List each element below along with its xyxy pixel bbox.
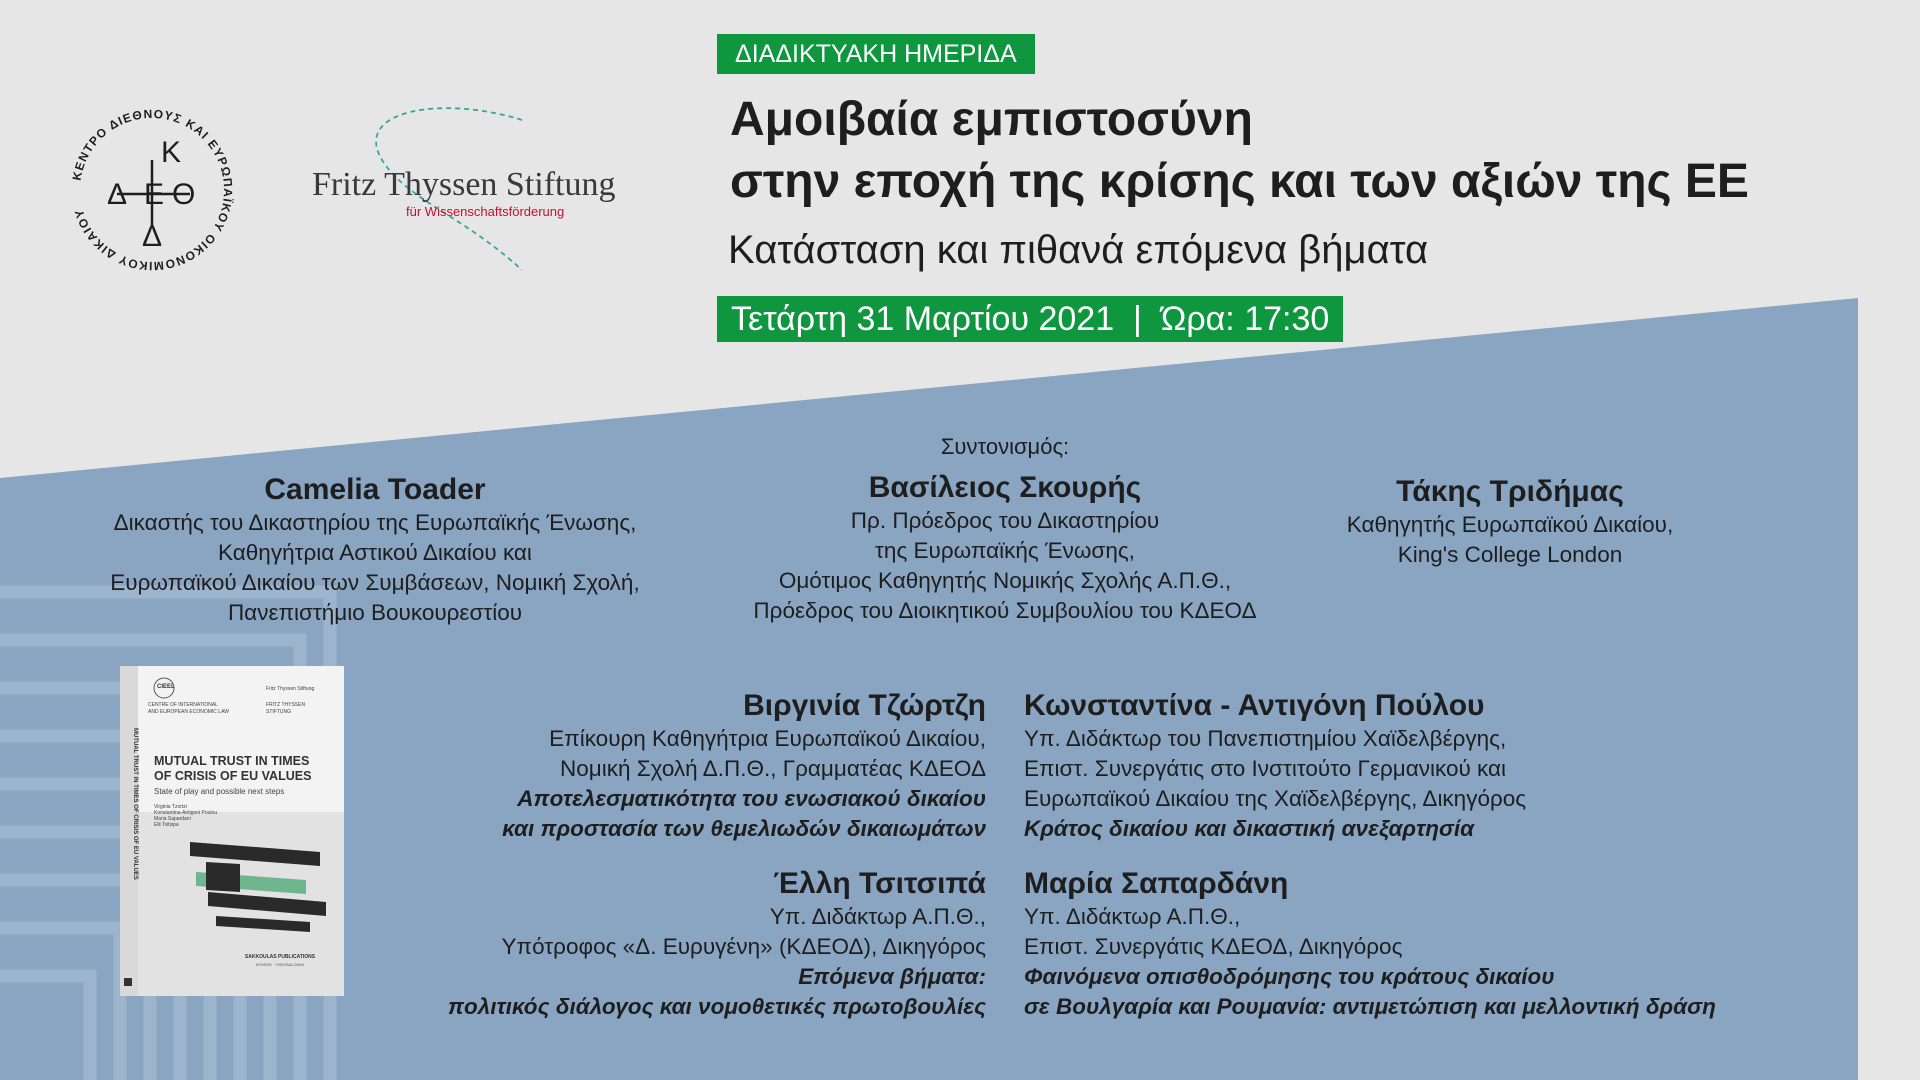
speaker-name: Κωνσταντίνα - Αντιγόνη Πούλου bbox=[1024, 689, 1485, 722]
speaker-line: Ευρωπαϊκού Δικαίου των Συμβάσεων, Νομική Σχολή, bbox=[110, 570, 640, 595]
fts-logo bbox=[312, 100, 652, 280]
speaker-line: Επίκουρη Καθηγήτρια Ευρωπαϊκού Δικαίου, bbox=[549, 726, 986, 751]
speaker-maria-sapardani bbox=[1024, 866, 1844, 1022]
fts-name: Fritz Thyssen Stiftung bbox=[312, 166, 616, 203]
talk-topic: Αποτελεσματικότητα του ενωσιακού δικαίου bbox=[517, 786, 986, 811]
book-publisher: SAKKOULAS PUBLICATIONS bbox=[244, 954, 316, 960]
speaker-name: Έλλη Τσιτσιπά bbox=[773, 867, 986, 900]
book-author: Elli Tsitsipa bbox=[154, 822, 179, 828]
speaker-name: Μαρία Σαπαρδάνη bbox=[1024, 867, 1289, 900]
talk-topic: και προστασία των θεμελιωδών δικαιωμάτων bbox=[502, 816, 986, 841]
book-author: Virginia Tzortzi bbox=[154, 804, 187, 810]
title-line-2: στην εποχή της κρίσης και των αξιών της ΕΕ bbox=[730, 155, 1749, 208]
book-publisher-sub: ATHENS · THESSALONIKI bbox=[255, 962, 305, 967]
talk-topic: Φαινόμενα οπισθοδρόμησης του κράτους δικαίου bbox=[1024, 964, 1555, 989]
speaker-line: Ευρωπαϊκού Δικαίου της Χαϊδελβέργης, Δικηγόρος bbox=[1024, 786, 1527, 811]
speaker-elli-tsitsipa bbox=[300, 866, 986, 1022]
speaker-line: Υπ. Διδάκτωρ Α.Π.Θ., bbox=[769, 904, 986, 929]
fts-sub-prefix: für bbox=[406, 204, 422, 219]
book-spine-title: MUTUAL TRUST IN TIMES OF CRISIS OF EU VALUES bbox=[132, 728, 138, 880]
kdeod-letter-o: Ο bbox=[172, 178, 196, 211]
speaker-virginia-tzortzi bbox=[300, 688, 986, 844]
book-author: Konstantina-Antigoni Poulou bbox=[154, 810, 218, 816]
speaker-line: της Ευρωπαϊκής Ένωσης, bbox=[875, 538, 1135, 563]
book-title-line-1: MUTUAL TRUST IN TIMES bbox=[154, 754, 310, 768]
speaker-line: Επιστ. Συνεργάτις στο Ινστιτούτο Γερμανικού και bbox=[1024, 756, 1507, 781]
book-title-line-2: OF CRISIS OF EU VALUES bbox=[154, 769, 312, 783]
speaker-line: Πανεπιστήμιο Βουκουρεστίου bbox=[227, 600, 523, 625]
talk-topic: σε Βουλγαρία και Ρουμανία: αντιμετώπιση και μελλοντική δράση bbox=[1024, 994, 1716, 1019]
kdeod-letter-delta2: Δ bbox=[142, 220, 163, 253]
event-type-tag: ΔΙΑΔΙΚΤΥΑΚΗ ΗΜΕΡΙΔΑ bbox=[717, 34, 1035, 74]
speaker-line: Νομική Σχολή Δ.Π.Θ., Γραμματέας ΚΔΕΟΔ bbox=[559, 756, 986, 781]
kdeod-letter-k: Κ bbox=[161, 136, 182, 169]
speaker-line: Πρ. Πρόεδρος του Δικαστηρίου bbox=[850, 508, 1160, 533]
speaker-vasileios-skouris bbox=[655, 470, 1355, 626]
kdeod-ring-text: ΚΕΝΤΡΟ ΔΙΕΘΝΟΥΣ ΚΑΙ ΕΥΡΩΠΑΪΚΟΥ ΟΙΚΟΝΟΜΙΚΟΥ ΔΙΚΑΙΟΥ bbox=[69, 106, 236, 274]
speaker-line: Ομότιμος Καθηγητής Νομικής Σχολής Α.Π.Θ., bbox=[778, 568, 1232, 593]
subtitle: Κατάσταση και πιθανά επόμενα βήματα bbox=[728, 228, 1429, 272]
book-fts-small-3: STIFTUNG bbox=[266, 709, 291, 715]
speaker-camelia-toader bbox=[40, 472, 710, 628]
date-time-bar: Τετάρτη 31 Μαρτίου 2021 | Ώρα: 17:30 bbox=[717, 296, 1343, 342]
book-subtitle: State of play and possible next steps bbox=[154, 787, 285, 796]
speaker-line: King's College London bbox=[1397, 542, 1623, 567]
book-org-line-1: CENTRE OF INTERNATIONAL bbox=[148, 702, 218, 708]
speaker-konstantina-poulou bbox=[1024, 688, 1844, 844]
book-fts-small-2: FRITZ THYSSEN bbox=[266, 702, 306, 708]
speaker-line: Δικαστής του Δικαστηρίου της Ευρωπαϊκής Ένωσης, bbox=[113, 510, 637, 535]
kdeod-logo bbox=[62, 100, 242, 280]
speaker-line: Πρόεδρος του Διοικητικού Συμβουλίου του ΚΔΕΟΔ bbox=[753, 598, 1257, 623]
kdeod-letter-e: Ε bbox=[144, 178, 165, 211]
speaker-name: Βασίλειος Σκουρής bbox=[868, 471, 1142, 504]
speaker-line: Υπότροφος «Δ. Ευρυγένη» (ΚΔΕΟΔ), Δικηγόρος bbox=[501, 934, 986, 959]
speaker-line: Καθηγητής Ευρωπαϊκού Δικαίου, bbox=[1346, 512, 1674, 537]
book-author: Maria Sapardani bbox=[154, 816, 191, 822]
book-badge: CIEEL bbox=[157, 684, 175, 690]
speaker-line: Υπ. Διδάκτωρ Α.Π.Θ., bbox=[1024, 904, 1241, 929]
speaker-line: Επιστ. Συνεργάτις ΚΔΕΟΔ, Δικηγόρος bbox=[1024, 934, 1403, 959]
fts-sub: Wissenschaftsförderung bbox=[424, 204, 565, 219]
speaker-name: Βιργινία Τζώρτζη bbox=[743, 689, 986, 722]
speaker-takis-tridimas bbox=[1260, 474, 1760, 570]
book-fts-small: Fritz Thyssen Stiftung bbox=[266, 686, 315, 692]
speaker-name: Τάκης Τριδήμας bbox=[1396, 475, 1624, 508]
speaker-line: Καθηγήτρια Αστικού Δικαίου και bbox=[218, 540, 532, 565]
talk-topic: πολιτικός διάλογος και νομοθετικές πρωτοβουλίες bbox=[447, 994, 986, 1019]
fts-subline bbox=[406, 204, 564, 219]
talk-topic: Κράτος δικαίου και δικαστική ανεξαρτησία bbox=[1024, 816, 1475, 841]
moderator-label: Συντονισμός: bbox=[940, 434, 1070, 459]
speaker-name: Camelia Toader bbox=[264, 473, 486, 506]
book-org-line-2: AND EUROPEAN ECONOMIC LAW bbox=[148, 709, 229, 715]
talk-topic: Επόμενα βήματα: bbox=[798, 964, 986, 989]
speaker-line: Υπ. Διδάκτωρ του Πανεπιστημίου Χαϊδελβέργης, bbox=[1024, 726, 1507, 751]
title-line-1: Αμοιβαία εμπιστοσύνη bbox=[730, 93, 1253, 146]
kdeod-letter-delta1: Δ bbox=[107, 178, 128, 211]
